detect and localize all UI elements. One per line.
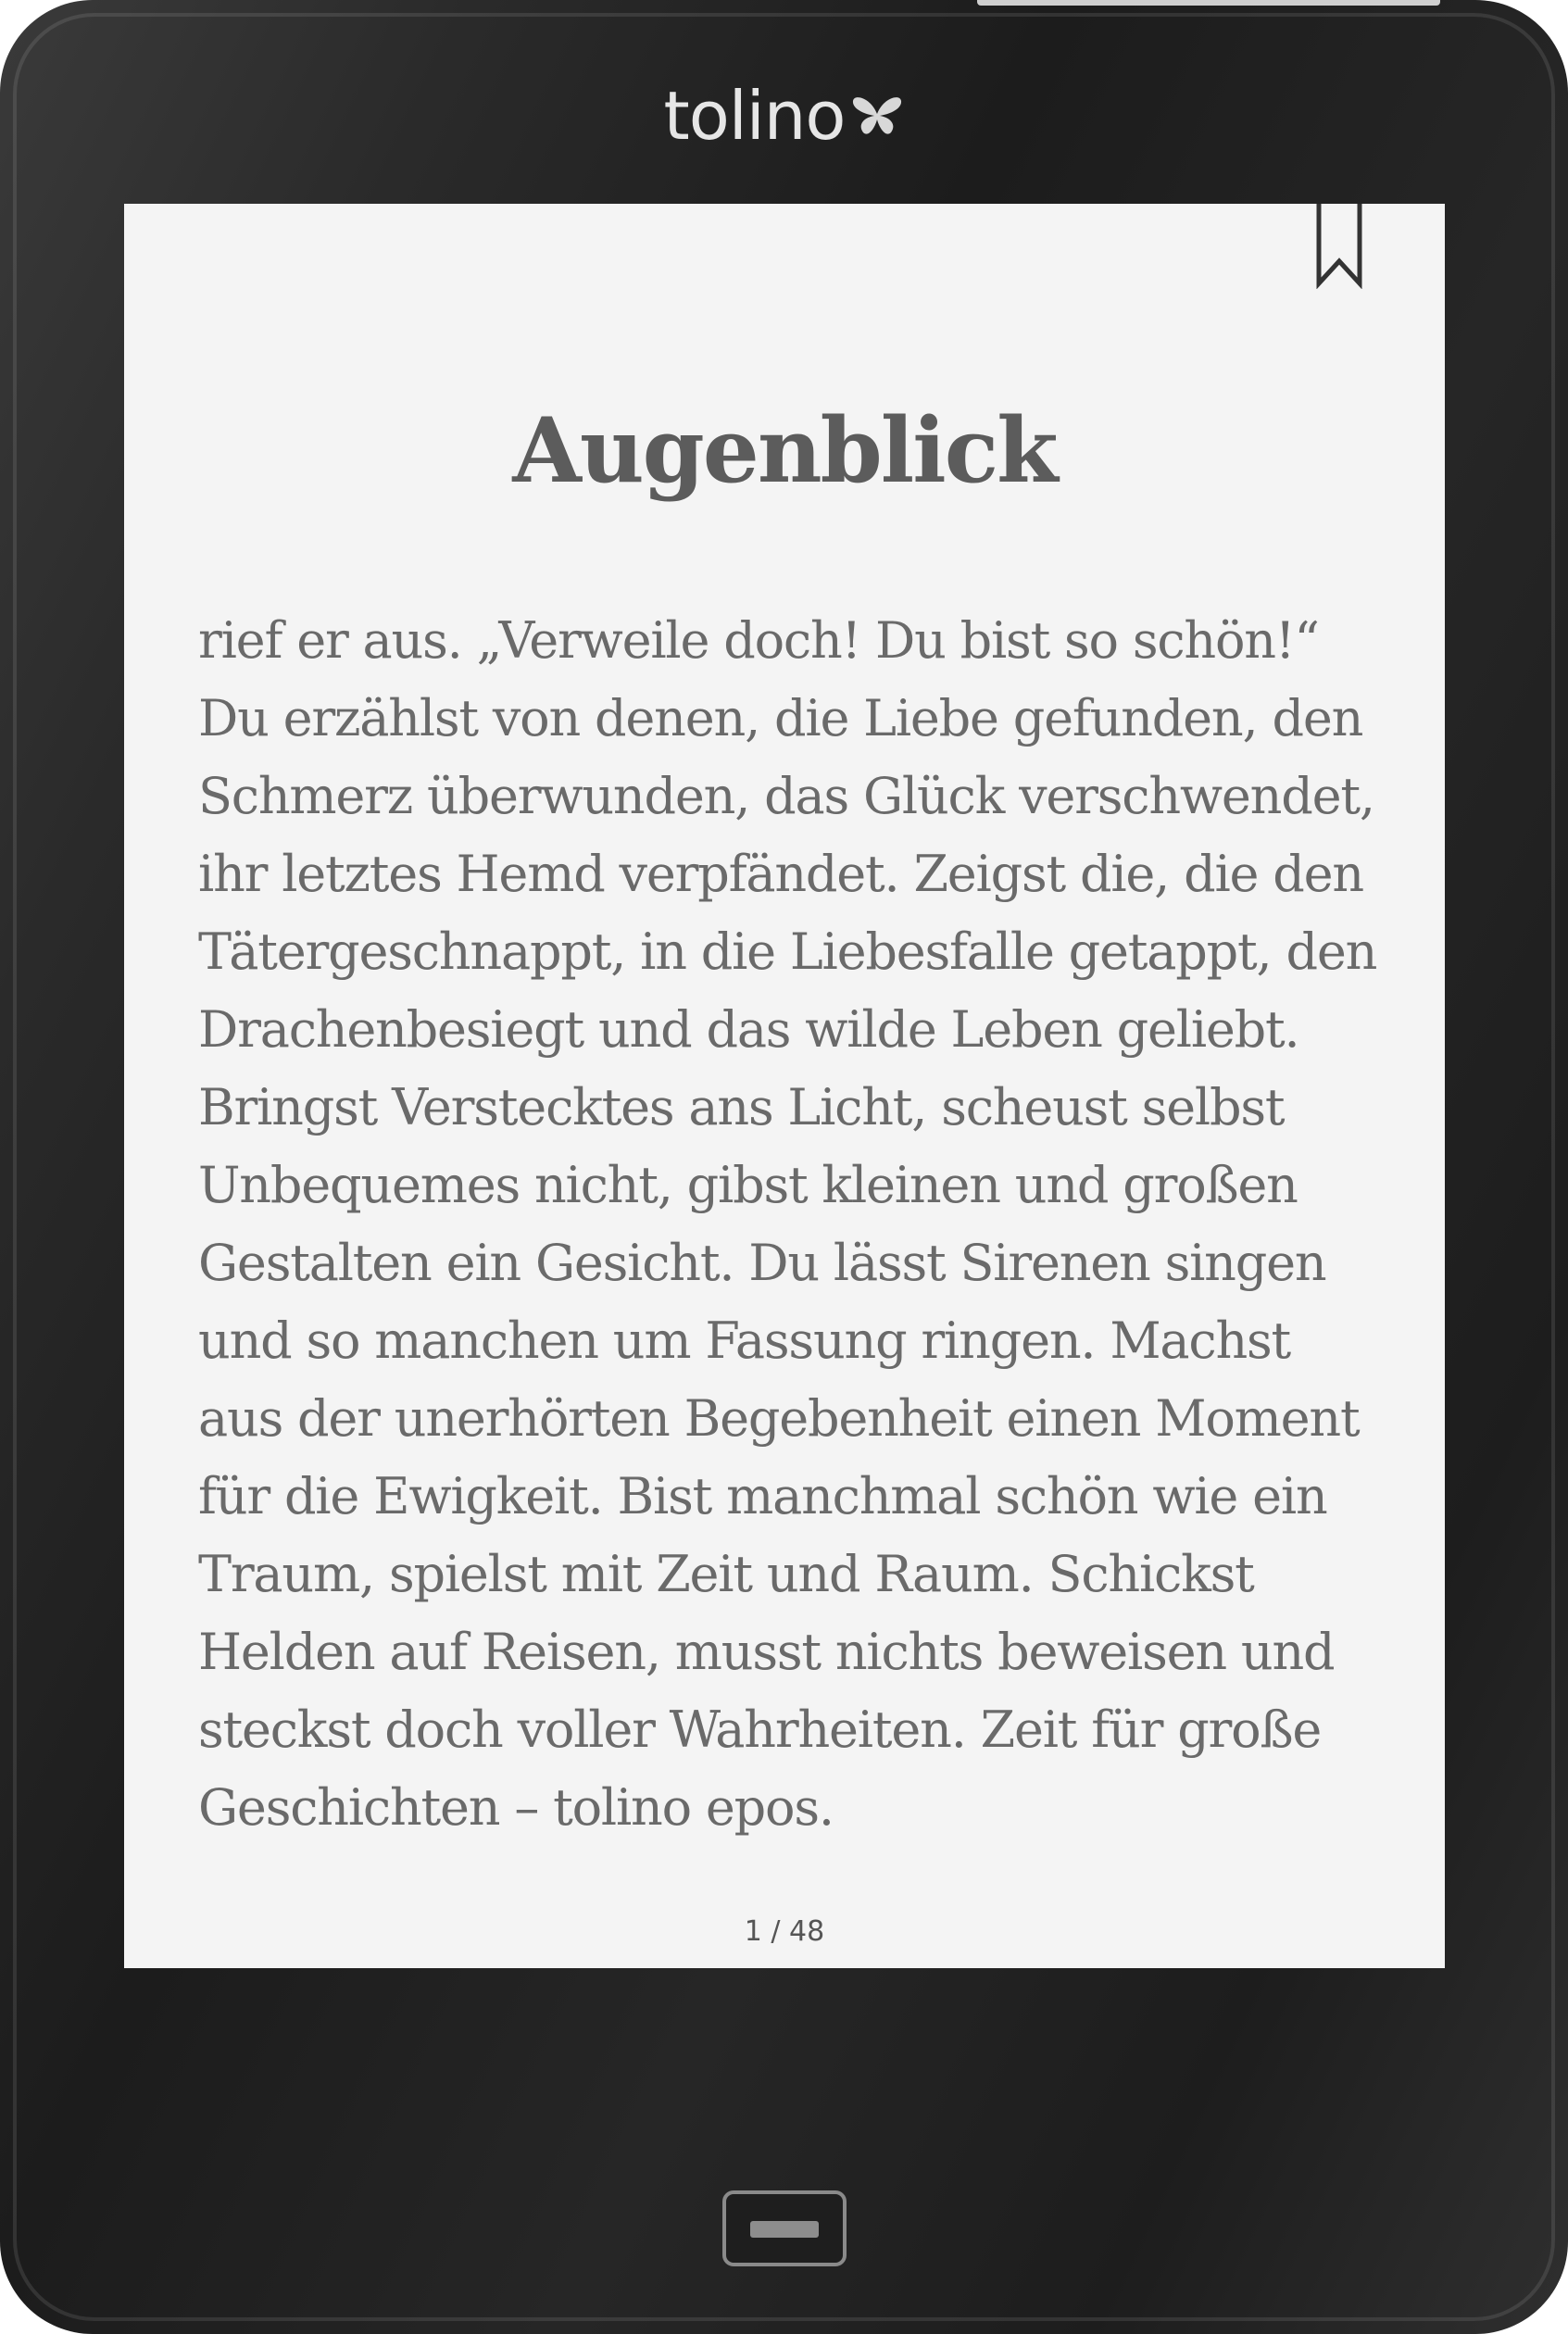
text-line: Geschichten – tolino epos. — [198, 1778, 834, 1837]
text-line: Gestalten ein Gesicht. Du lässt Sirenen singen — [198, 1234, 1326, 1292]
text-line: Du erzählst von denen, die Liebe gefunden, den — [198, 689, 1363, 747]
home-button-icon — [750, 2221, 819, 2238]
text-line: Helden auf Reisen, musst nichts beweisen und — [198, 1623, 1335, 1681]
text-line: Bringst Verstecktes ans Licht, scheust selbst — [198, 1078, 1285, 1136]
brand-name: tolino — [663, 77, 846, 156]
book-text — [198, 602, 1402, 1847]
brand-logo — [0, 72, 1568, 155]
text-line: Traum, spielst mit Zeit und Raum. Schickst — [198, 1545, 1254, 1603]
text-line: für die Ewigkeit. Bist manchmal schön wie ein — [198, 1467, 1327, 1525]
eink-screen[interactable] — [124, 204, 1445, 1968]
chapter-title: Augenblick — [512, 398, 1057, 503]
power-button[interactable] — [977, 0, 1440, 6]
bookmark-icon[interactable] — [1315, 204, 1363, 289]
text-line: Tätergeschnappt, in die Liebesfalle getappt, den — [198, 922, 1377, 981]
text-line: Schmerz überwunden, das Glück verschwendet, — [198, 767, 1374, 825]
page-indicator: 1 / 48 — [744, 1915, 825, 1948]
butterfly-icon — [850, 76, 904, 154]
text-line: Unbequemes nicht, gibst kleinen und großen — [198, 1156, 1298, 1214]
text-line: rief er aus. „Verweile doch! Du bist so schön!“ — [198, 611, 1319, 670]
text-line: aus der unerhörten Begebenheit einen Moment — [198, 1389, 1360, 1448]
text-line: steckst doch voller Wahrheiten. Zeit für große — [198, 1700, 1322, 1759]
text-line: ihr letztes Hemd verpfändet. Zeigst die, die den — [198, 845, 1363, 903]
text-line: und so manchen um Fassung ringen. Machst — [198, 1311, 1291, 1370]
home-button[interactable] — [722, 2190, 847, 2266]
text-line: Drachenbesiegt und das wilde Leben geliebt. — [198, 1000, 1299, 1059]
